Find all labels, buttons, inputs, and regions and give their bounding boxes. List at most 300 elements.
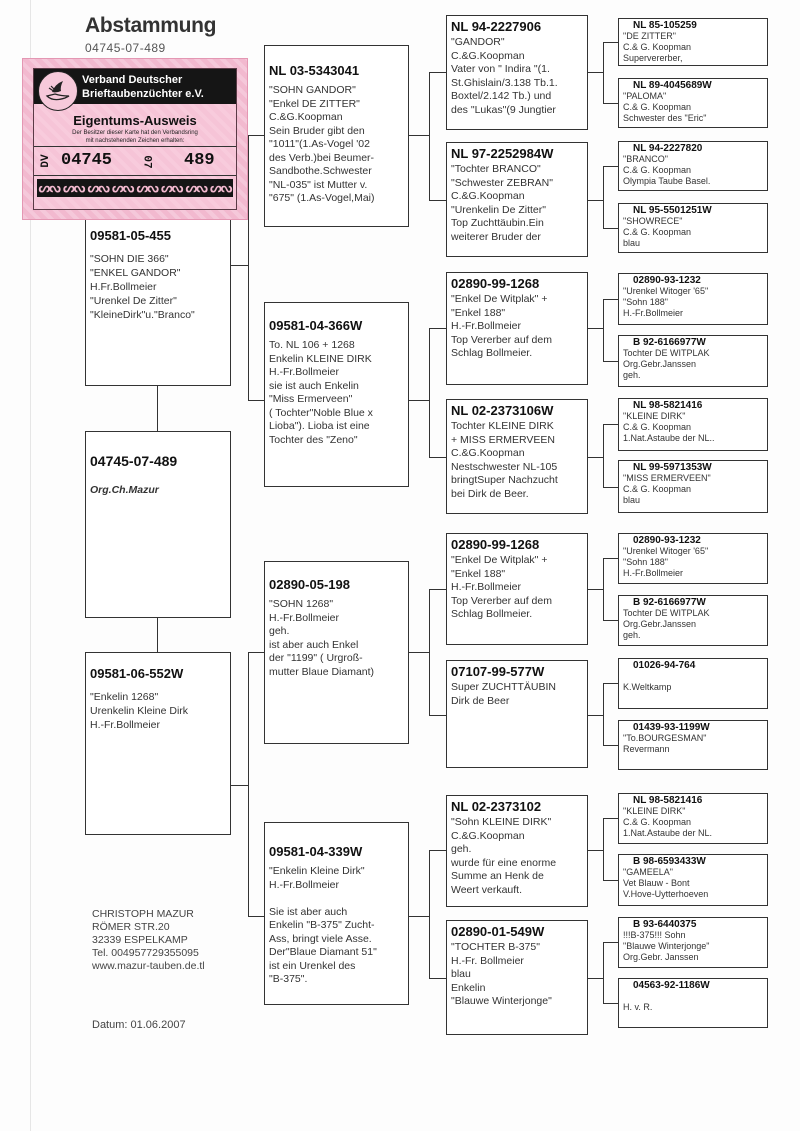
pedigree-text-line: Urenkelin Kleine Dirk bbox=[90, 705, 189, 717]
pedigree-text-line: C.& G. Koopman bbox=[623, 484, 692, 494]
great-great-grandparent-box bbox=[618, 854, 768, 906]
card-club-number: 04745 bbox=[61, 151, 113, 170]
connector-line bbox=[603, 558, 604, 620]
document-date: Datum: 01.06.2007 bbox=[92, 1019, 186, 1031]
ownership-card bbox=[22, 58, 248, 220]
pedigree-text-line: 1.Nat.Astaube der NL. bbox=[623, 828, 713, 838]
pedigree-text-line: C.&G.Koopman bbox=[451, 829, 525, 842]
great-grandparent-box bbox=[446, 15, 588, 130]
pedigree-text-line: !!!B-375!!! Sohn bbox=[623, 930, 686, 940]
sire-lines bbox=[90, 252, 226, 322]
pedigree-text-line: 1.Nat.Astaube der NL.. bbox=[623, 433, 715, 443]
pedigree-text-line: "SOHN DIE 366" bbox=[90, 253, 169, 265]
great-grandparent-lines bbox=[451, 293, 583, 361]
band-pattern-glyph: ᔕᔓ bbox=[161, 180, 183, 195]
great-great-grandparent-box bbox=[618, 460, 768, 513]
great-great-grandparent-box bbox=[618, 658, 768, 709]
band-pattern-glyph: ᔕᔓ bbox=[185, 180, 207, 195]
pedigree-text-line: Sein Bruder gibt den bbox=[269, 124, 365, 137]
connector-line bbox=[409, 916, 429, 917]
great-grandparent-box bbox=[446, 920, 588, 1035]
connector-line bbox=[588, 978, 603, 979]
pedigree-text-line: weiterer Bruder der bbox=[451, 230, 541, 243]
pedigree-text-line: "Miss Ermerveen" bbox=[269, 393, 353, 405]
grandparent-box bbox=[264, 822, 409, 1005]
pedigree-text-line: geh. bbox=[269, 625, 290, 637]
pedigree-text-line: Org.Gebr.Janssen bbox=[623, 619, 697, 629]
subject-ring: 04745-07-489 bbox=[90, 453, 178, 469]
pedigree-text-line: C.&G.Koopman bbox=[451, 190, 525, 202]
pedigree-text-line: "Enkel 188" bbox=[451, 306, 506, 319]
pedigree-text-line: "Sohn 188" bbox=[623, 297, 668, 307]
breeder-address bbox=[92, 908, 205, 973]
great-great-grandparent-ring: NL 95-5501251W bbox=[633, 205, 712, 216]
pedigree-text-line: "To.BOURGESMAN" bbox=[623, 733, 707, 743]
great-great-grandparent-ring: NL 94-2227820 bbox=[633, 143, 703, 154]
pedigree-text-line: "DE ZITTER" bbox=[623, 31, 676, 41]
great-grandparent-lines bbox=[451, 36, 583, 117]
pedigree-text-line: H.Fr.Bollmeier bbox=[90, 281, 157, 293]
great-great-grandparent-ring: 02890-93-1232 bbox=[633, 275, 701, 286]
card-year: 07 bbox=[140, 155, 153, 169]
great-great-grandparent-lines bbox=[623, 348, 763, 381]
grandparent-lines bbox=[269, 598, 404, 679]
great-great-grandparent-box bbox=[618, 595, 768, 646]
great-great-grandparent-lines bbox=[623, 991, 763, 1013]
connector-line bbox=[588, 72, 603, 73]
pedigree-text-line: H.-Fr.Bollmeier bbox=[451, 581, 522, 593]
band-pattern-glyph: ᔕᔓ bbox=[210, 180, 232, 195]
pedigree-text-line: H.-Fr.Bollmeier bbox=[269, 366, 340, 378]
pedigree-text-line: bei Dirk de Beer. bbox=[451, 487, 529, 500]
pedigree-text-line: "BRANCO" bbox=[623, 154, 668, 164]
band-pattern-glyph: ᔕᔓ bbox=[87, 180, 109, 195]
pedigree-text-line: St.Ghislain/3.138 Tb.1. bbox=[451, 76, 558, 89]
pedigree-text-line: "GANDOR" bbox=[451, 36, 505, 48]
pedigree-text-line: "Blauwe Winterjonge" bbox=[451, 995, 552, 1007]
pedigree-text-line: H.-Fr.Bollmeier bbox=[269, 878, 340, 891]
connector-line bbox=[603, 166, 604, 228]
card-frame bbox=[33, 68, 237, 210]
pedigree-text-line: Tochter des "Zeno" bbox=[269, 433, 358, 446]
great-grandparent-box bbox=[446, 795, 588, 907]
great-great-grandparent-lines bbox=[623, 154, 763, 187]
great-great-grandparent-lines bbox=[623, 31, 763, 64]
great-great-grandparent-ring: 04563-92-1186W bbox=[633, 980, 710, 991]
connector-line bbox=[603, 424, 604, 487]
pedigree-text-line: "Enkelin 1268" bbox=[90, 691, 159, 703]
pedigree-text-line: des "Lukas"(9 Jungtier bbox=[451, 103, 556, 116]
great-great-grandparent-ring: B 98-6593433W bbox=[633, 856, 706, 867]
pedigree-text-line: V.Hove-Uytterhoeven bbox=[623, 889, 709, 899]
pedigree-text-line: Top Zuchttäubin.Ein bbox=[451, 217, 544, 229]
pedigree-text-line: C.& G. Koopman bbox=[623, 422, 692, 432]
pedigree-text-line: "1011"(1.As-Vogel '02 bbox=[269, 138, 370, 150]
connector-line bbox=[429, 850, 446, 851]
pedigree-text-line: "SHOWRECE" bbox=[623, 216, 683, 226]
connector-line bbox=[603, 818, 604, 880]
grandparent-ring: 09581-04-366W bbox=[269, 318, 363, 333]
connector-line bbox=[603, 558, 618, 559]
connector-line bbox=[603, 42, 618, 43]
great-great-grandparent-ring: NL 85-105259 bbox=[633, 20, 697, 31]
pedigree-text-line: H.-Fr.Bollmeier bbox=[623, 568, 684, 578]
great-great-grandparent-lines bbox=[623, 411, 763, 444]
band-pattern-glyph: ᔕᔓ bbox=[63, 180, 85, 195]
pedigree-text-line: C.&G.Koopman bbox=[451, 49, 525, 62]
breeder-phone: Tel. 004957729355095 bbox=[92, 947, 199, 959]
pedigree-text-line: des Verb.)bei Beumer- bbox=[269, 151, 375, 164]
great-great-grandparent-lines bbox=[623, 473, 763, 506]
connector-line bbox=[603, 42, 604, 103]
pedigree-text-line: H.-Fr.Bollmeier bbox=[623, 308, 684, 318]
pedigree-text-line: Tochter DE WITPLAK bbox=[623, 348, 710, 358]
great-great-grandparent-box bbox=[618, 335, 768, 387]
pedigree-text-line: "Sohn 188" bbox=[623, 557, 668, 567]
pedigree-text-line: H.-Fr. Bollmeier bbox=[451, 954, 524, 967]
pedigree-text-line: geh. bbox=[623, 370, 641, 380]
great-great-grandparent-ring: B 92-6166977W bbox=[633, 597, 706, 608]
pedigree-text-line: "Urenkel De Zitter" bbox=[90, 295, 177, 307]
connector-line bbox=[429, 978, 446, 979]
pedigree-text-line: blau bbox=[623, 238, 641, 248]
pedigree-text-line: "B-375". bbox=[269, 973, 308, 985]
pedigree-text-line: "Schwester ZEBRAN" bbox=[451, 176, 553, 189]
pedigree-text-line: Supervererber, bbox=[623, 53, 683, 63]
connector-line bbox=[603, 299, 618, 300]
dove-on-hand-icon bbox=[38, 71, 78, 111]
pedigree-text-line: Super ZUCHTTÄUBIN bbox=[451, 681, 557, 693]
connector-line bbox=[603, 745, 618, 746]
dam-lines bbox=[90, 690, 226, 732]
pedigree-text-line: Ass, bringt viele Asse. bbox=[269, 932, 372, 945]
pedigree-text-line: Dirk de Beer bbox=[451, 694, 510, 707]
connector-line bbox=[429, 589, 446, 590]
connector-line bbox=[603, 880, 618, 881]
card-note bbox=[34, 130, 236, 145]
pedigree-text-line: K.Weltkamp bbox=[623, 682, 672, 692]
pedigree-text-line: blau bbox=[451, 968, 471, 980]
pedigree-text-line: Tochter KLEINE DIRK bbox=[451, 420, 554, 432]
card-prefix: DV bbox=[40, 154, 52, 168]
grandparent-lines bbox=[269, 84, 404, 206]
pedigree-text-line: "Tochter BRANCO" bbox=[451, 163, 541, 175]
band-pattern-glyph: ᔕᔓ bbox=[112, 180, 134, 195]
great-great-grandparent-lines bbox=[623, 608, 763, 641]
great-great-grandparent-ring: NL 98-5821416 bbox=[633, 400, 703, 411]
ring-number: 04745-07-489 bbox=[85, 41, 166, 55]
connector-line bbox=[603, 424, 618, 425]
great-grandparent-ring: 02890-01-549W bbox=[451, 924, 545, 939]
connector-line bbox=[231, 265, 248, 266]
pedigree-text-line: bringtSuper Nachzucht bbox=[451, 474, 558, 486]
pedigree-text-line: Lioba"). Lioba ist eine bbox=[269, 420, 370, 432]
great-great-grandparent-lines bbox=[623, 733, 763, 755]
connector-line bbox=[603, 620, 618, 621]
pedigree-text-line: Sandbothe.Schwester bbox=[269, 165, 372, 177]
grandparent-box bbox=[264, 45, 409, 227]
pedigree-text-line: C.& G. Koopman bbox=[623, 817, 692, 827]
connector-line bbox=[603, 942, 618, 943]
pedigree-text-line: "Urenkel Witoger '65" bbox=[623, 546, 709, 556]
pedigree-text-line: blau bbox=[623, 495, 641, 505]
pedigree-text-line: "PALOMA" bbox=[623, 91, 667, 101]
card-sequence: 489 bbox=[184, 151, 215, 170]
pedigree-text-line bbox=[623, 991, 763, 1002]
great-great-grandparent-ring: 02890-93-1232 bbox=[633, 535, 701, 546]
great-great-grandparent-box bbox=[618, 203, 768, 253]
great-great-grandparent-box bbox=[618, 917, 768, 968]
great-grandparent-ring: 07107-99-577W bbox=[451, 664, 545, 679]
connector-line bbox=[248, 652, 249, 916]
connector-line bbox=[588, 589, 603, 590]
pedigree-text-line bbox=[623, 671, 763, 682]
card-divider bbox=[34, 146, 236, 147]
great-great-grandparent-ring: NL 98-5821416 bbox=[633, 795, 703, 806]
connector-line bbox=[588, 328, 603, 329]
pedigree-text-line: To. NL 106 + 1268 bbox=[269, 339, 355, 351]
connector-line bbox=[603, 942, 604, 1003]
pedigree-text-line: Der"Blaue Diamant 51" bbox=[269, 946, 377, 958]
great-great-grandparent-lines bbox=[623, 671, 763, 693]
pedigree-text-line: "Enkel 188" bbox=[451, 567, 506, 580]
connector-line bbox=[588, 200, 603, 201]
great-great-grandparent-box bbox=[618, 533, 768, 584]
connector-line bbox=[409, 652, 429, 653]
great-grandparent-ring: NL 02-2373102 bbox=[451, 799, 542, 814]
connector-line bbox=[603, 166, 618, 167]
connector-line bbox=[429, 72, 430, 200]
great-grandparent-box bbox=[446, 272, 588, 385]
sire-ring: 09581-05-455 bbox=[90, 228, 171, 243]
pedigree-text-line: "Sohn KLEINE DIRK" bbox=[451, 816, 552, 828]
great-great-grandparent-box bbox=[618, 720, 768, 770]
great-grandparent-lines bbox=[451, 420, 583, 501]
card-org-line: Brieftaubenzüchter e.V. bbox=[82, 88, 204, 100]
connector-line bbox=[409, 400, 429, 401]
connector-line bbox=[603, 299, 604, 361]
connector-line bbox=[429, 715, 446, 716]
dam-ring: 09581-06-552W bbox=[90, 666, 184, 681]
connector-line bbox=[429, 328, 430, 457]
great-grandparent-box bbox=[446, 399, 588, 514]
connector-line bbox=[248, 916, 264, 917]
pedigree-text-line: geh. bbox=[623, 630, 641, 640]
grandparent-box bbox=[264, 561, 409, 744]
pedigree-text-line: Olympia Taube Basel. bbox=[623, 176, 711, 186]
pedigree-text-line: H.-Fr.Bollmeier bbox=[269, 611, 340, 624]
great-great-grandparent-box bbox=[618, 18, 768, 66]
connector-line bbox=[603, 1003, 618, 1004]
connector-line bbox=[603, 818, 618, 819]
breeder-city: 32339 ESPELKAMP bbox=[92, 934, 188, 946]
pedigree-text-line: + MISS ERMERVEEN bbox=[451, 433, 555, 446]
great-great-grandparent-box bbox=[618, 793, 768, 844]
great-great-grandparent-ring: B 93-6440375 bbox=[633, 919, 697, 930]
pedigree-text-line: C.&G.Koopman bbox=[451, 447, 525, 459]
great-grandparent-lines bbox=[451, 554, 583, 622]
breeder-street: RÖMER STR.20 bbox=[92, 921, 170, 933]
pedigree-text-line: H.-Fr.Bollmeier bbox=[90, 719, 161, 731]
great-great-grandparent-box bbox=[618, 398, 768, 451]
band-pattern-glyph: ᔕᔓ bbox=[136, 180, 158, 195]
pedigree-text-line: "675" (1.As-Vogel,Mai) bbox=[269, 192, 375, 204]
pedigree-text-line: C.& G. Koopman bbox=[623, 42, 692, 52]
pedigree-text-line: C.&G.Koopman bbox=[269, 111, 343, 123]
great-great-grandparent-lines bbox=[623, 546, 763, 579]
pedigree-text-line: wurde für eine enorme bbox=[451, 856, 557, 869]
pedigree-text-line: C.& G. Koopman bbox=[623, 227, 692, 237]
great-great-grandparent-ring: 01439-93-1199W bbox=[633, 722, 710, 733]
connector-line bbox=[409, 135, 429, 136]
pedigree-text-line: Schlag Bollmeier. bbox=[451, 608, 533, 620]
grandparent-ring: 09581-04-339W bbox=[269, 844, 363, 859]
pedigree-text-line: Sie ist aber auch bbox=[269, 905, 348, 918]
pedigree-text-line: ( Tochter"Noble Blue x bbox=[269, 406, 373, 419]
connector-line bbox=[603, 361, 618, 362]
connector-line bbox=[157, 386, 158, 431]
great-great-grandparent-box bbox=[618, 978, 768, 1028]
pedigree-text-line: Org.Gebr.Janssen bbox=[623, 359, 697, 369]
connector-line bbox=[248, 400, 264, 401]
connector-line bbox=[231, 785, 248, 786]
pedigree-text-line: Enkelin KLEINE DIRK bbox=[269, 352, 372, 365]
connector-line bbox=[429, 457, 446, 458]
pedigree-text-line: der "1199" ( Urgroß- bbox=[269, 652, 363, 664]
great-great-grandparent-lines bbox=[623, 867, 763, 900]
pedigree-text-line: "KLEINE DIRK" bbox=[623, 411, 686, 421]
pedigree-text-line: Enkelin "B-375" Zucht- bbox=[269, 919, 375, 931]
great-great-grandparent-box bbox=[618, 273, 768, 325]
pedigree-text-line: "TOCHTER B-375" bbox=[451, 941, 540, 953]
pedigree-text-line: H. v. R. bbox=[623, 1002, 653, 1012]
pedigree-text-line bbox=[269, 892, 404, 906]
great-grandparent-ring: NL 02-2373106W bbox=[451, 403, 554, 418]
band-pattern-glyph: ᔕᔓ bbox=[38, 180, 60, 195]
great-great-grandparent-lines bbox=[623, 216, 763, 249]
card-note-line: Der Besitzer dieser Karte hat den Verbandsring bbox=[72, 130, 198, 136]
great-great-grandparent-box bbox=[618, 78, 768, 128]
great-grandparent-box bbox=[446, 142, 588, 257]
breeder-website[interactable]: www.mazur-tauben.de.tl bbox=[92, 960, 205, 972]
pedigree-text-line: Weert verkauft. bbox=[451, 883, 522, 896]
breeder-name: CHRISTOPH MAZUR bbox=[92, 908, 194, 920]
great-great-grandparent-lines bbox=[623, 930, 763, 963]
pedigree-text-line: "Urenkelin De Zitter" bbox=[451, 203, 546, 216]
grandparent-box bbox=[264, 302, 409, 487]
pedigree-text-line: mutter Blaue Diamant) bbox=[269, 665, 375, 678]
pedigree-text-line: "KleineDirk"u."Branco" bbox=[90, 309, 195, 321]
pedigree-text-line: "Urenkel Witoger '65" bbox=[623, 286, 709, 296]
pedigree-text-line: Schlag Bollmeier. bbox=[451, 347, 533, 359]
pedigree-text-line: "Blauwe Winterjonge" bbox=[623, 941, 710, 951]
pedigree-text-line: Revermann bbox=[623, 744, 670, 754]
pedigree-text-line: Top Vererber auf dem bbox=[451, 594, 552, 607]
great-great-grandparent-lines bbox=[623, 806, 763, 839]
pedigree-text-line: sie ist auch Enkelin bbox=[269, 379, 359, 392]
grandparent-ring: 02890-05-198 bbox=[269, 577, 350, 592]
connector-line bbox=[248, 652, 264, 653]
pedigree-text-line: "SOHN 1268" bbox=[269, 598, 334, 610]
great-grandparent-ring: NL 97-2252984W bbox=[451, 146, 554, 161]
pedigree-text-line: H.-Fr.Bollmeier bbox=[451, 320, 522, 332]
pedigree-text-line: "GAMEELA" bbox=[623, 867, 673, 877]
great-grandparent-lines bbox=[451, 941, 583, 1009]
pedigree-text-line: geh. bbox=[451, 843, 472, 855]
great-great-grandparent-ring: NL 99-5971353W bbox=[633, 462, 712, 473]
pedigree-text-line: "SOHN GANDOR" bbox=[269, 84, 356, 96]
pedigree-text-line: "KLEINE DIRK" bbox=[623, 806, 686, 816]
great-grandparent-lines bbox=[451, 681, 583, 708]
great-grandparent-lines bbox=[451, 163, 583, 244]
great-great-grandparent-ring: B 92-6166977W bbox=[633, 337, 706, 348]
connector-line bbox=[588, 715, 603, 716]
great-grandparent-ring: NL 94-2227906 bbox=[451, 19, 542, 34]
pedigree-text-line: Top Vererber auf dem bbox=[451, 333, 552, 346]
page-title: Abstammung bbox=[85, 14, 217, 37]
connector-line bbox=[603, 103, 618, 104]
pedigree-text-line: Summe an Henk de bbox=[451, 870, 544, 882]
great-grandparent-ring: 02890-99-1268 bbox=[451, 537, 540, 552]
great-grandparent-lines bbox=[451, 816, 583, 897]
pedigree-text-line: "ENKEL GANDOR" bbox=[90, 267, 181, 279]
pedigree-text-line: Org.Gebr. Janssen bbox=[623, 952, 699, 962]
grandparent-lines bbox=[269, 865, 404, 987]
card-title: Eigentums-Ausweis bbox=[73, 113, 197, 128]
connector-line bbox=[603, 228, 618, 229]
connector-line bbox=[603, 683, 618, 684]
great-great-grandparent-ring: 01026-94-764 bbox=[633, 660, 696, 671]
connector-line bbox=[248, 135, 264, 136]
connector-line bbox=[429, 72, 446, 73]
connector-line bbox=[429, 850, 430, 978]
connector-line bbox=[603, 487, 618, 488]
connector-line bbox=[429, 328, 446, 329]
great-grandparent-ring: 02890-99-1268 bbox=[451, 276, 540, 291]
pedigree-text-line: Boxtel/2.142 Tb.) und bbox=[451, 90, 552, 102]
great-great-grandparent-lines bbox=[623, 286, 763, 319]
pedigree-text-line: Schwester des "Eric" bbox=[623, 113, 707, 123]
connector-line bbox=[588, 850, 603, 851]
card-note-line: mit nachstehenden Zeichen erhalten: bbox=[85, 137, 185, 144]
great-great-grandparent-ring: NL 89-4045689W bbox=[633, 80, 712, 91]
grandparent-ring: NL 03-5343041 bbox=[269, 63, 360, 78]
connector-line bbox=[429, 200, 446, 201]
dam-box bbox=[85, 652, 231, 835]
pedigree-text-line: Vet Blauw - Bont bbox=[623, 878, 690, 888]
card-divider bbox=[34, 175, 236, 176]
pedigree-text-line: ist ein Urenkel des bbox=[269, 959, 356, 972]
pedigree-text-line: "Enkel De Witplak" + bbox=[451, 293, 548, 305]
pedigree-text-line: ist aber auch Enkel bbox=[269, 638, 359, 651]
card-org-line: Verband Deutscher bbox=[82, 74, 183, 86]
great-grandparent-box bbox=[446, 533, 588, 645]
subject-box bbox=[85, 431, 231, 618]
connector-line bbox=[248, 135, 249, 400]
great-great-grandparent-lines bbox=[623, 91, 763, 124]
pedigree-text-line: "NL-035" ist Mutter v. bbox=[269, 178, 368, 191]
pedigree-text-line: "Enkelin Kleine Dirk" bbox=[269, 865, 365, 877]
pedigree-text-line: Enkelin bbox=[451, 981, 486, 994]
connector-line bbox=[588, 457, 603, 458]
pedigree-text-line: "MISS ERMERVEEN" bbox=[623, 473, 711, 483]
connector-line bbox=[603, 683, 604, 745]
grandparent-lines bbox=[269, 339, 404, 447]
pedigree-text-line: C.& G. Koopman bbox=[623, 165, 692, 175]
connector-line bbox=[157, 618, 158, 652]
pedigree-text-line: Nestschwester NL-105 bbox=[451, 460, 558, 473]
card-org-name bbox=[82, 73, 204, 101]
